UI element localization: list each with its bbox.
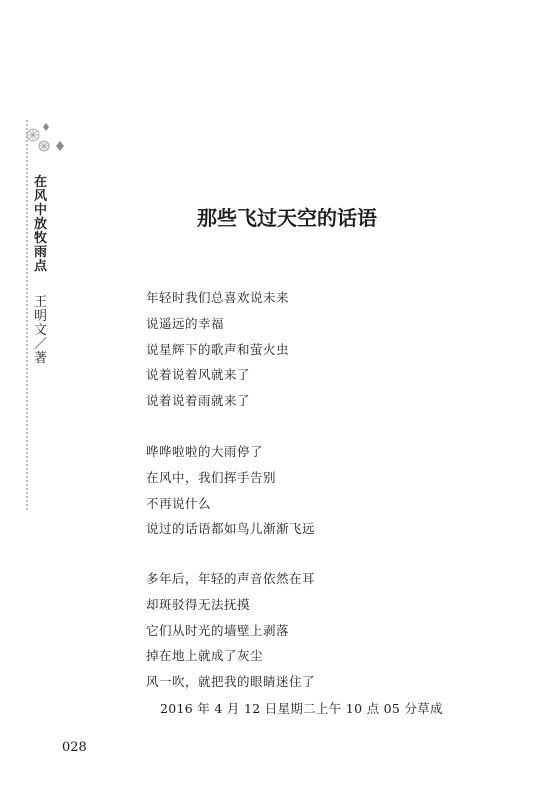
poem-line: 掉在地上就成了灰尘 (146, 648, 264, 664)
poem-line: 却斑驳得无法抚摸 (146, 596, 251, 612)
poem-line: 在风中，我们挥手告别 (146, 469, 277, 485)
poem-line: 说着说着雨就来了 (146, 393, 251, 409)
poem-title: 那些飞过天空的话语 (197, 206, 377, 230)
page-number: 028 (62, 740, 87, 755)
poem-line: 风一吹，就把我的眼睛迷住了 (146, 674, 316, 690)
poem-line: 哗哗啦啦的大雨停了 (146, 444, 264, 459)
sidebar-dotted-rule (26, 120, 28, 510)
poem-line: 年轻时我们总喜欢说未来 (146, 290, 290, 305)
poem-line: 不再说什么 (146, 495, 212, 511)
book-author-vertical: 王明文／著 (34, 295, 48, 366)
poem-dateline: 2016 年 4 月 12 日星期二上午 10 点 05 分草成 (160, 701, 443, 716)
stanza-1 (146, 285, 289, 414)
book-title-vertical: 在风中放牧雨点 (34, 175, 48, 274)
stanza-2 (146, 439, 315, 542)
poem-line: 说着说着风就来了 (146, 367, 251, 383)
poem-line: 说星辉下的歌声和萤火虫 (146, 341, 290, 357)
snowflake-ornament-icon (20, 115, 70, 165)
poem-line: 说过的话语都如鸟儿渐渐飞远 (146, 521, 316, 537)
poem-line: 多年后，年轻的声音依然在耳 (146, 571, 316, 586)
poem-line: 它们从时光的墙壁上剥落 (146, 622, 290, 638)
poem-line: 说遥远的幸福 (146, 315, 225, 331)
stanza-3 (146, 566, 315, 695)
